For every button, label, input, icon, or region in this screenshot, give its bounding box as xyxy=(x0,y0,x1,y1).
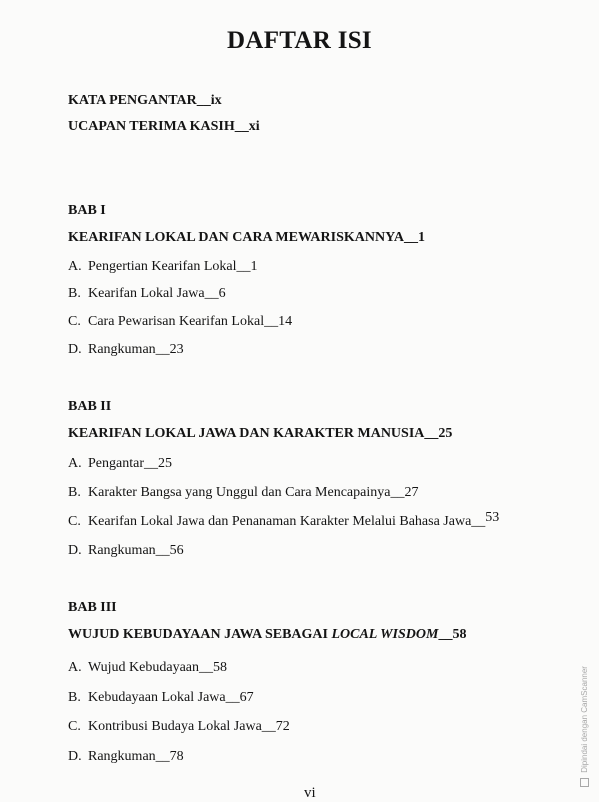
chapter-title-bab-2: KEARIFAN LOKAL JAWA DAN KARAKTER MANUSIA__25 xyxy=(68,426,453,441)
item-text: Cara Pewarisan Kearifan Lokal__14 xyxy=(88,314,293,329)
item-letter: C. xyxy=(68,514,81,529)
toc-entry-kata-pengantar: KATA PENGANTAR__ix xyxy=(68,93,222,108)
item-text: Pengantar__25 xyxy=(88,456,172,471)
item-letter: D. xyxy=(68,342,82,357)
item-text: Rangkuman__78 xyxy=(88,749,184,764)
chapter-label-bab-3: BAB III xyxy=(68,600,117,615)
item-text: Kontribusi Budaya Lokal Jawa__72 xyxy=(88,719,290,734)
item-letter: A. xyxy=(68,456,82,471)
page-number: vi xyxy=(304,785,316,801)
item-letter: B. xyxy=(68,690,81,705)
toc-item xyxy=(68,285,226,303)
toc-item xyxy=(68,689,254,707)
scanner-watermark xyxy=(580,667,594,787)
page-title: DAFTAR ISI xyxy=(227,27,372,54)
item-text: Rangkuman__23 xyxy=(88,342,184,357)
scanner-icon xyxy=(581,778,590,787)
watermark-text: Dipindai dengan CamScanner xyxy=(580,666,589,773)
item-text: Kearifan Lokal Jawa dan Penanaman Karakter Melalui Bahasa Jawa__ xyxy=(88,514,486,529)
chapter-label-bab-1: BAB I xyxy=(68,203,106,218)
item-text: Kearifan Lokal Jawa__6 xyxy=(88,286,226,301)
item-text: Kebudayaan Lokal Jawa__67 xyxy=(88,690,254,705)
toc-item xyxy=(68,484,418,502)
item-letter: B. xyxy=(68,485,81,500)
chapter-title-prefix: WUJUD KEBUDAYAAN JAWA SEBAGAI xyxy=(68,627,332,642)
toc-item xyxy=(68,455,172,473)
item-text: Wujud Kebudayaan__58 xyxy=(88,660,228,675)
chapter-title-italic: LOCAL WISDOM xyxy=(331,627,439,642)
toc-item xyxy=(68,659,227,677)
item-letter: D. xyxy=(68,543,82,558)
toc-item xyxy=(68,341,184,359)
toc-item xyxy=(68,313,292,331)
item-letter: B. xyxy=(68,286,81,301)
item-letter: A. xyxy=(68,660,82,675)
item-letter: C. xyxy=(68,719,81,734)
toc-item xyxy=(68,258,258,276)
chapter-title-suffix: __58 xyxy=(438,627,467,642)
toc-item xyxy=(68,718,290,736)
toc-item xyxy=(68,748,184,766)
toc-item xyxy=(68,510,500,531)
chapter-title-bab-1: KEARIFAN LOKAL DAN CARA MEWARISKANNYA__1 xyxy=(68,230,426,245)
toc-entry-ucapan-terima-kasih: UCAPAN TERIMA KASIH__xi xyxy=(68,119,260,134)
item-letter: D. xyxy=(68,749,82,764)
item-letter: A. xyxy=(68,259,82,274)
item-text: Karakter Bangsa yang Unggul dan Cara Mencapainya__27 xyxy=(88,485,419,500)
chapter-title-bab-3 xyxy=(68,626,466,644)
item-text: Pengertian Kearifan Lokal__1 xyxy=(88,259,258,274)
chapter-label-bab-2: BAB II xyxy=(68,399,112,414)
item-letter: C. xyxy=(68,314,81,329)
item-text: Rangkuman__56 xyxy=(88,543,184,558)
item-page-number: 53 xyxy=(485,510,500,525)
toc-item xyxy=(68,542,184,560)
